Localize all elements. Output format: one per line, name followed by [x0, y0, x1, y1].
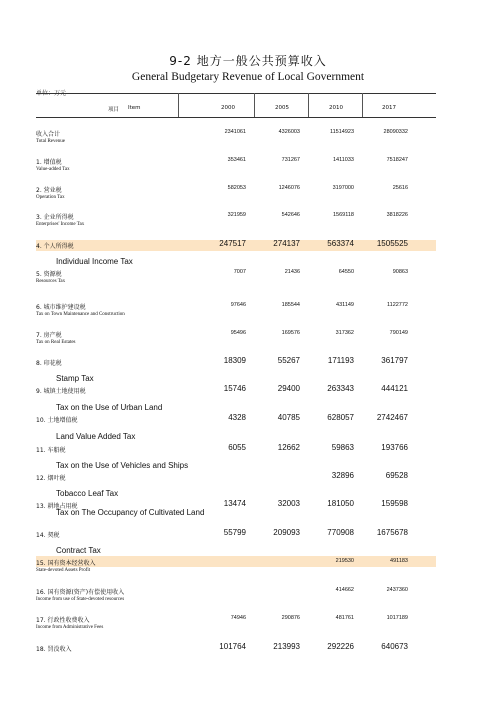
cell-value: 4328 — [228, 413, 246, 422]
page-title-cn: 9-2 地方一般公共预算收入 — [169, 54, 327, 68]
cell-value: 69528 — [385, 471, 408, 480]
cell-value: 414662 — [335, 587, 354, 593]
row-label-cn: 11. 车船税 — [36, 447, 66, 454]
cell-value: 55799 — [223, 528, 246, 537]
row-label-en: Enterprises' Income Tax — [36, 222, 85, 227]
cell-value: 185544 — [281, 302, 300, 308]
cell-value: 3818226 — [386, 212, 408, 218]
cell-value: 247517 — [219, 239, 246, 248]
cell-value: 2742467 — [376, 413, 408, 422]
cell-value: 2437360 — [386, 587, 408, 593]
row-label-en: Tax on the Use of Urban Land — [56, 403, 163, 412]
row-label-cn: 收入合计 — [36, 131, 61, 138]
cell-value: 1505525 — [376, 239, 408, 248]
row-label-en: Value-added Tax — [36, 167, 70, 172]
cell-value: 431149 — [336, 302, 354, 308]
cell-value: 169576 — [281, 330, 300, 336]
cell-value: 181050 — [327, 499, 354, 508]
cell-value: 731267 — [281, 157, 300, 163]
cell-value: 1122772 — [386, 302, 408, 308]
row-label-cn: 14. 契税 — [36, 532, 60, 539]
cell-value: 7007 — [233, 269, 246, 275]
row-label-en: Income from Administrative Fees — [36, 625, 104, 630]
page-title-en: General Budgetary Revenue of Local Government — [131, 71, 365, 83]
row-label-en: Stamp Tax — [56, 374, 94, 383]
row-label-en: Resources Tax — [36, 279, 66, 284]
cell-value: 28090332 — [383, 129, 408, 135]
cell-value: 3197000 — [332, 185, 354, 191]
cell-value: 15746 — [223, 384, 246, 393]
cell-value: 290876 — [281, 615, 300, 621]
cell-value: 4326003 — [278, 129, 300, 135]
table-header — [36, 103, 436, 116]
row-label-cn: 3. 企业所得税 — [36, 214, 74, 221]
cell-value: 40785 — [277, 413, 300, 422]
header-year: 2000 — [221, 105, 235, 111]
cell-value: 563374 — [327, 239, 354, 248]
cell-value: 628057 — [327, 413, 354, 422]
row-label-cn: 10. 土地增值税 — [36, 417, 78, 424]
cell-value: 542646 — [281, 212, 300, 218]
row-label-en: State-devoted Assets Profit — [36, 568, 91, 573]
header-year: 2010 — [329, 105, 343, 111]
cell-value: 1569118 — [332, 212, 354, 218]
header-top-rule — [36, 93, 436, 94]
row-label-cn: 18. 罚没收入 — [36, 646, 72, 653]
row-label-cn: 5. 资源税 — [36, 271, 62, 278]
row-label-en: Tax on The Occupancy of Cultivated Land — [56, 508, 205, 517]
cell-value: 59863 — [331, 443, 354, 452]
row-label-cn: 17. 行政性收费收入 — [36, 617, 90, 624]
cell-value: 95496 — [230, 330, 246, 336]
cell-value: 6055 — [228, 443, 246, 452]
cell-value: 491183 — [390, 558, 408, 564]
cell-value: 21436 — [284, 269, 300, 275]
header-year: 2005 — [275, 105, 289, 111]
header-item-cn: 项目 — [108, 107, 120, 113]
row-label-cn: 6. 城市维护建设税 — [36, 304, 86, 311]
cell-value: 209093 — [273, 528, 300, 537]
header-item-en: Item — [128, 105, 141, 111]
row-label-en: Income from use of State-devoted resources — [36, 597, 125, 602]
cell-value: 74946 — [230, 615, 246, 621]
cell-value: 25616 — [392, 185, 408, 191]
row-label-cn: 12. 烟叶税 — [36, 475, 66, 482]
cell-value: 481761 — [335, 615, 354, 621]
row-label-cn: 7. 房产税 — [36, 332, 62, 339]
cell-value: 321959 — [227, 212, 246, 218]
cell-value: 29400 — [277, 384, 300, 393]
cell-value: 32896 — [331, 471, 354, 480]
cell-value: 55267 — [277, 356, 300, 365]
cell-value: 101764 — [219, 642, 246, 651]
cell-value: 64550 — [338, 269, 354, 275]
row-label-cn: 15. 国有资本经营收入 — [36, 560, 96, 567]
cell-value: 213993 — [273, 642, 300, 651]
cell-value: 171193 — [327, 356, 354, 365]
cell-value: 32003 — [277, 499, 300, 508]
cell-value: 263343 — [327, 384, 354, 393]
row-label-en: Tax on Town Maintenance and Construction — [36, 312, 125, 317]
row-label-en: Contract Tax — [56, 546, 101, 555]
row-label-cn: 9. 城镇土地使用税 — [36, 388, 86, 395]
row-label-cn: 2. 营业税 — [36, 187, 62, 194]
row-label-en: Tax on the Use of Vehicles and Ships — [56, 461, 189, 470]
cell-value: 11514923 — [329, 129, 354, 135]
row-label-en: Tax on Real Estates — [36, 340, 76, 345]
cell-value: 274137 — [273, 239, 300, 248]
cell-value: 193766 — [381, 443, 408, 452]
header-bottom-rule — [36, 117, 436, 118]
row-label-cn: 1. 增值税 — [36, 159, 62, 166]
cell-value: 219530 — [335, 558, 354, 564]
header-year: 2017 — [382, 105, 396, 111]
cell-value: 1017189 — [386, 615, 408, 621]
row-label-en: Land Value Added Tax — [56, 432, 136, 441]
row-label-en: Total Revenue — [36, 139, 65, 144]
cell-value: 582053 — [227, 185, 246, 191]
cell-value: 1246076 — [278, 185, 300, 191]
cell-value: 7518247 — [386, 157, 408, 163]
row-label-en: Tobacco Leaf Tax — [56, 489, 119, 498]
cell-value: 770908 — [327, 528, 354, 537]
cell-value: 1675678 — [376, 528, 408, 537]
cell-value: 90863 — [392, 269, 408, 275]
cell-value: 353461 — [227, 157, 246, 163]
cell-value: 13474 — [223, 499, 246, 508]
cell-value: 97646 — [230, 302, 246, 308]
cell-value: 317362 — [335, 330, 354, 336]
cell-value: 444121 — [381, 384, 408, 393]
cell-value: 790149 — [389, 330, 408, 336]
row-label-cn: 4. 个人所得税 — [36, 243, 74, 250]
cell-value: 1411033 — [332, 157, 354, 163]
row-label-cn: 16. 国有资源(资产)有偿使用收入 — [36, 589, 125, 596]
cell-value: 12662 — [277, 443, 300, 452]
cell-value: 361797 — [381, 356, 408, 365]
row-label-cn: 8. 印花税 — [36, 360, 62, 367]
cell-value: 640673 — [381, 642, 408, 651]
cell-value: 292226 — [327, 642, 354, 651]
row-label-en: Individual Income Tax — [56, 257, 133, 266]
unit-label: 单位：万元 — [36, 90, 67, 97]
row-label-cn: 13. 耕地占用税 — [36, 503, 78, 510]
cell-value: 2341061 — [224, 129, 246, 135]
cell-value: 18309 — [223, 356, 246, 365]
row-label-en: Operation Tax — [36, 195, 65, 200]
cell-value: 159598 — [381, 499, 408, 508]
